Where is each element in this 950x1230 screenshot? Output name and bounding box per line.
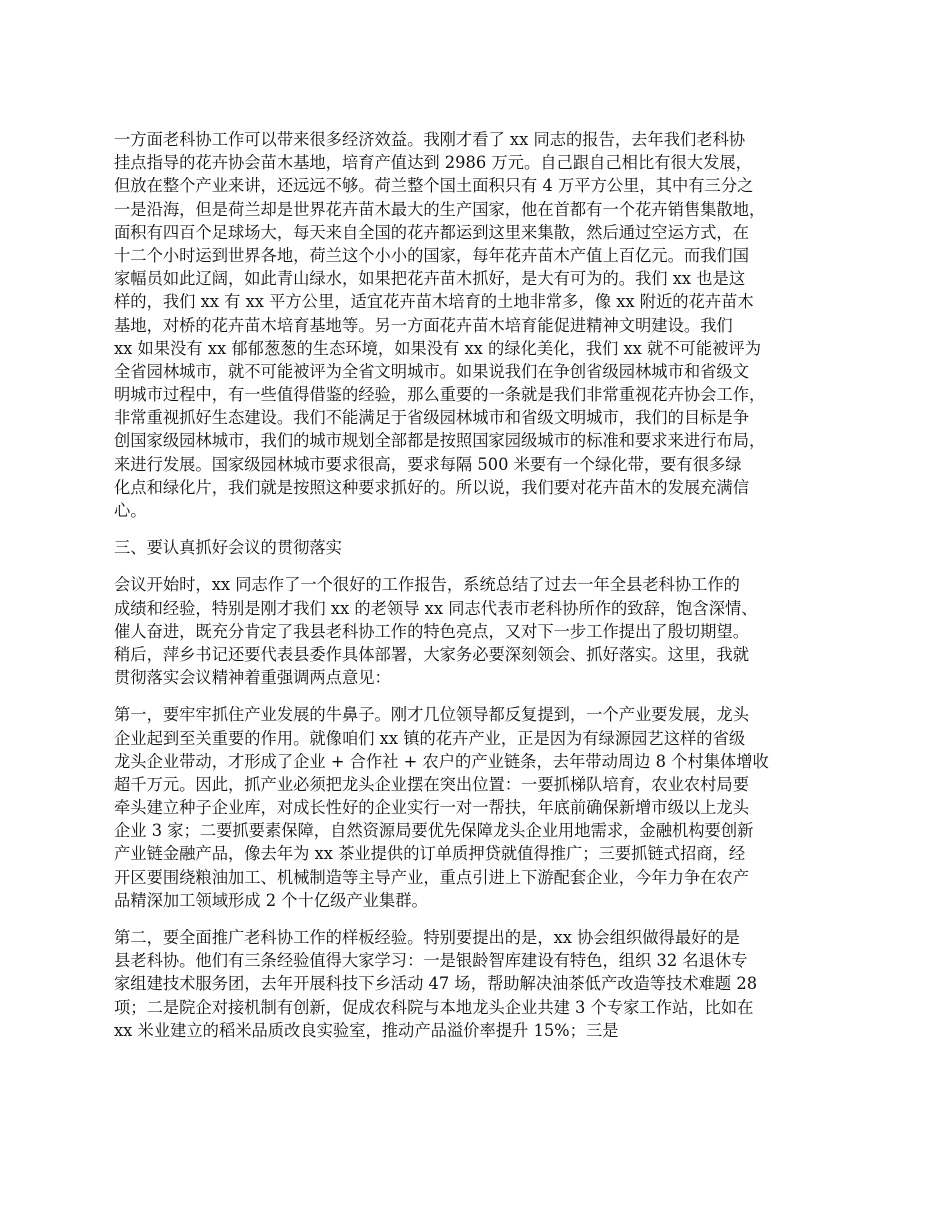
paragraph-economic-benefits xyxy=(114,128,858,522)
text-line: 第一，要牢牢抓住产业发展的牛鼻子。刚才几位领导都反复提到，一个产业要发展，龙头 xyxy=(114,705,749,725)
text-line: 家组建技术服务团，去年开展科技下乡活动 47 场，帮助解决油茶低产改造等技术难题 28 xyxy=(114,974,758,994)
text-line: 产业链金融产品，像去年为 xx 茶业提供的订单质押贷就值得推广；三要抓链式招商，经 xyxy=(114,844,746,864)
text-line: xx 如果没有 xx 郁郁葱葱的生态环境，如果没有 xx 的绿化美化，我们 xx 就不可能被评为 xyxy=(114,338,761,358)
section-heading: 三、要认真抓好会议的贯彻落实 xyxy=(114,538,342,558)
paragraph-gap xyxy=(114,522,858,536)
text-line: 县老科协。他们有三条经验值得大家学习：一是银龄智库建设有特色，组织 32 名退休专 xyxy=(114,951,748,971)
text-line: 超千万元。因此，抓产业必须把龙头企业摆在突出位置：一要抓梯队培育，农业农村局要 xyxy=(114,774,749,794)
text-line: 催人奋进，既充分肯定了我县老科协工作的特色亮点，又对下一步工作提出了殷切期望。 xyxy=(114,621,749,641)
text-line: 品精深加工领域形成 2 个十亿级产业集群。 xyxy=(114,890,428,910)
text-line: 基地，对桥的花卉苗木培育基地等。另一方面花卉苗木培育能促进精神文明建设。我们 xyxy=(114,315,733,335)
text-line: 十二个小时运到世界各地，荷兰这个小小的国家，每年花卉苗木产值上百亿元。而我们国 xyxy=(114,245,749,265)
text-line: 挂点指导的花卉协会苗木基地，培育产值达到 2986 万元。自己跟自己相比有很大发展， xyxy=(114,153,752,173)
text-line: 一方面老科协工作可以带来很多经济效益。我刚才看了 xx 同志的报告，去年我们老科协 xyxy=(114,130,746,149)
paragraph-meeting-summary xyxy=(114,573,858,689)
text-line: 非常重视抓好生态建设。我们不能满足于省级园林城市和省级文明城市，我们的目标是争 xyxy=(114,408,749,428)
text-line: 企业起到至关重要的作用。就像咱们 xx 镇的花卉产业，正是因为有绿源园艺这样的省级 xyxy=(114,728,746,748)
paragraph-gap xyxy=(114,689,858,703)
text-line: xx 米业建立的稻米品质改良实验室，推动产品溢价率提升 15%；三是 xyxy=(114,1020,619,1040)
text-line: 会议开始时，xx 同志作了一个很好的工作报告，系统总结了过去一年全县老科协工作的 xyxy=(114,575,740,595)
paragraph-gap xyxy=(114,912,858,926)
text-line: 项；二是院企对接机制有创新，促成农科院与本地龙头企业共建 3 个专家工作站，比如在 xyxy=(114,997,754,1017)
text-line: 明城市过程中，有一些值得借鉴的经验，那么重要的一条就是我们非常重视花卉协会工作， xyxy=(114,385,766,405)
document-page xyxy=(114,128,858,1042)
text-line: 心。 xyxy=(114,501,147,520)
text-line: 贯彻落实会议精神着重强调两点意见： xyxy=(114,668,391,688)
text-line: 化点和绿化片，我们就是按照这种要求抓好的。所以说，我们要对花卉苗木的发展充满信 xyxy=(114,477,749,497)
text-line: 开区要围绕粮油加工、机械制造等主导产业，重点引进上下游配套企业，今年力争在农产 xyxy=(114,867,749,887)
text-line: 成绩和经验，特别是刚才我们 xx 的老领导 xx 同志代表市老科协所作的致辞，饱含深情、 xyxy=(114,598,758,618)
text-line: 第二，要全面推广老科协工作的样板经验。特别要提出的是，xx 协会组织做得最好的是 xyxy=(114,928,740,948)
text-line: 企业 3 家；二要抓要素保障，自然资源局要优先保障龙头企业用地需求，金融机构要创新 xyxy=(114,821,754,841)
text-line: 一是沿海，但是荷兰却是世界花卉苗木最大的生产国家，他在首都有一个花卉销售集散地， xyxy=(114,199,766,219)
text-line: 来进行发展。国家级园林城市要求很高，要求每隔 500 米要有一个绿化带，要有很多绿 xyxy=(114,454,742,474)
text-line: 龙头企业带动，才形成了企业 + 合作社 + 农户的产业链条，去年带动周边 8 个村集体增收 xyxy=(114,751,769,771)
text-line: 面积有四百个足球场大，每天来自全国的花卉都运到这里来集散，然后通过空运方式，在 xyxy=(114,222,749,242)
text-line: 家幅员如此辽阔，如此青山绿水，如果把花卉苗木抓好，是大有可为的。我们 xx 也是这 xyxy=(114,269,746,289)
text-line: 创国家级园林城市，我们的城市规划全部都是按照国家园级城市的标准和要求来进行布局， xyxy=(114,431,766,451)
paragraph-industry-development xyxy=(114,703,858,912)
text-line: 样的，我们 xx 有 xx 平方公里，适宜花卉苗木培育的土地非常多，像 xx 附近的花卉苗木 xyxy=(114,292,754,312)
text-line: 稍后，萍乡书记还要代表县委作具体部署，大家务必要深刻领会、抓好落实。这里，我就 xyxy=(114,644,749,664)
text-line: 牵头建立种子企业库，对成长性好的企业实行一对一帮扶，年底前确保新增市级以上龙头 xyxy=(114,798,749,818)
paragraph-model-experience xyxy=(114,926,858,1042)
text-line: 但放在整个产业来讲，还远远不够。荷兰整个国土面积只有 4 万平方公里，其中有三分之 xyxy=(114,176,754,196)
text-line: 全省园林城市，就不可能被评为全省文明城市。如果说我们在争创省级园林城市和省级文 xyxy=(114,361,749,381)
paragraph-gap xyxy=(114,559,858,573)
